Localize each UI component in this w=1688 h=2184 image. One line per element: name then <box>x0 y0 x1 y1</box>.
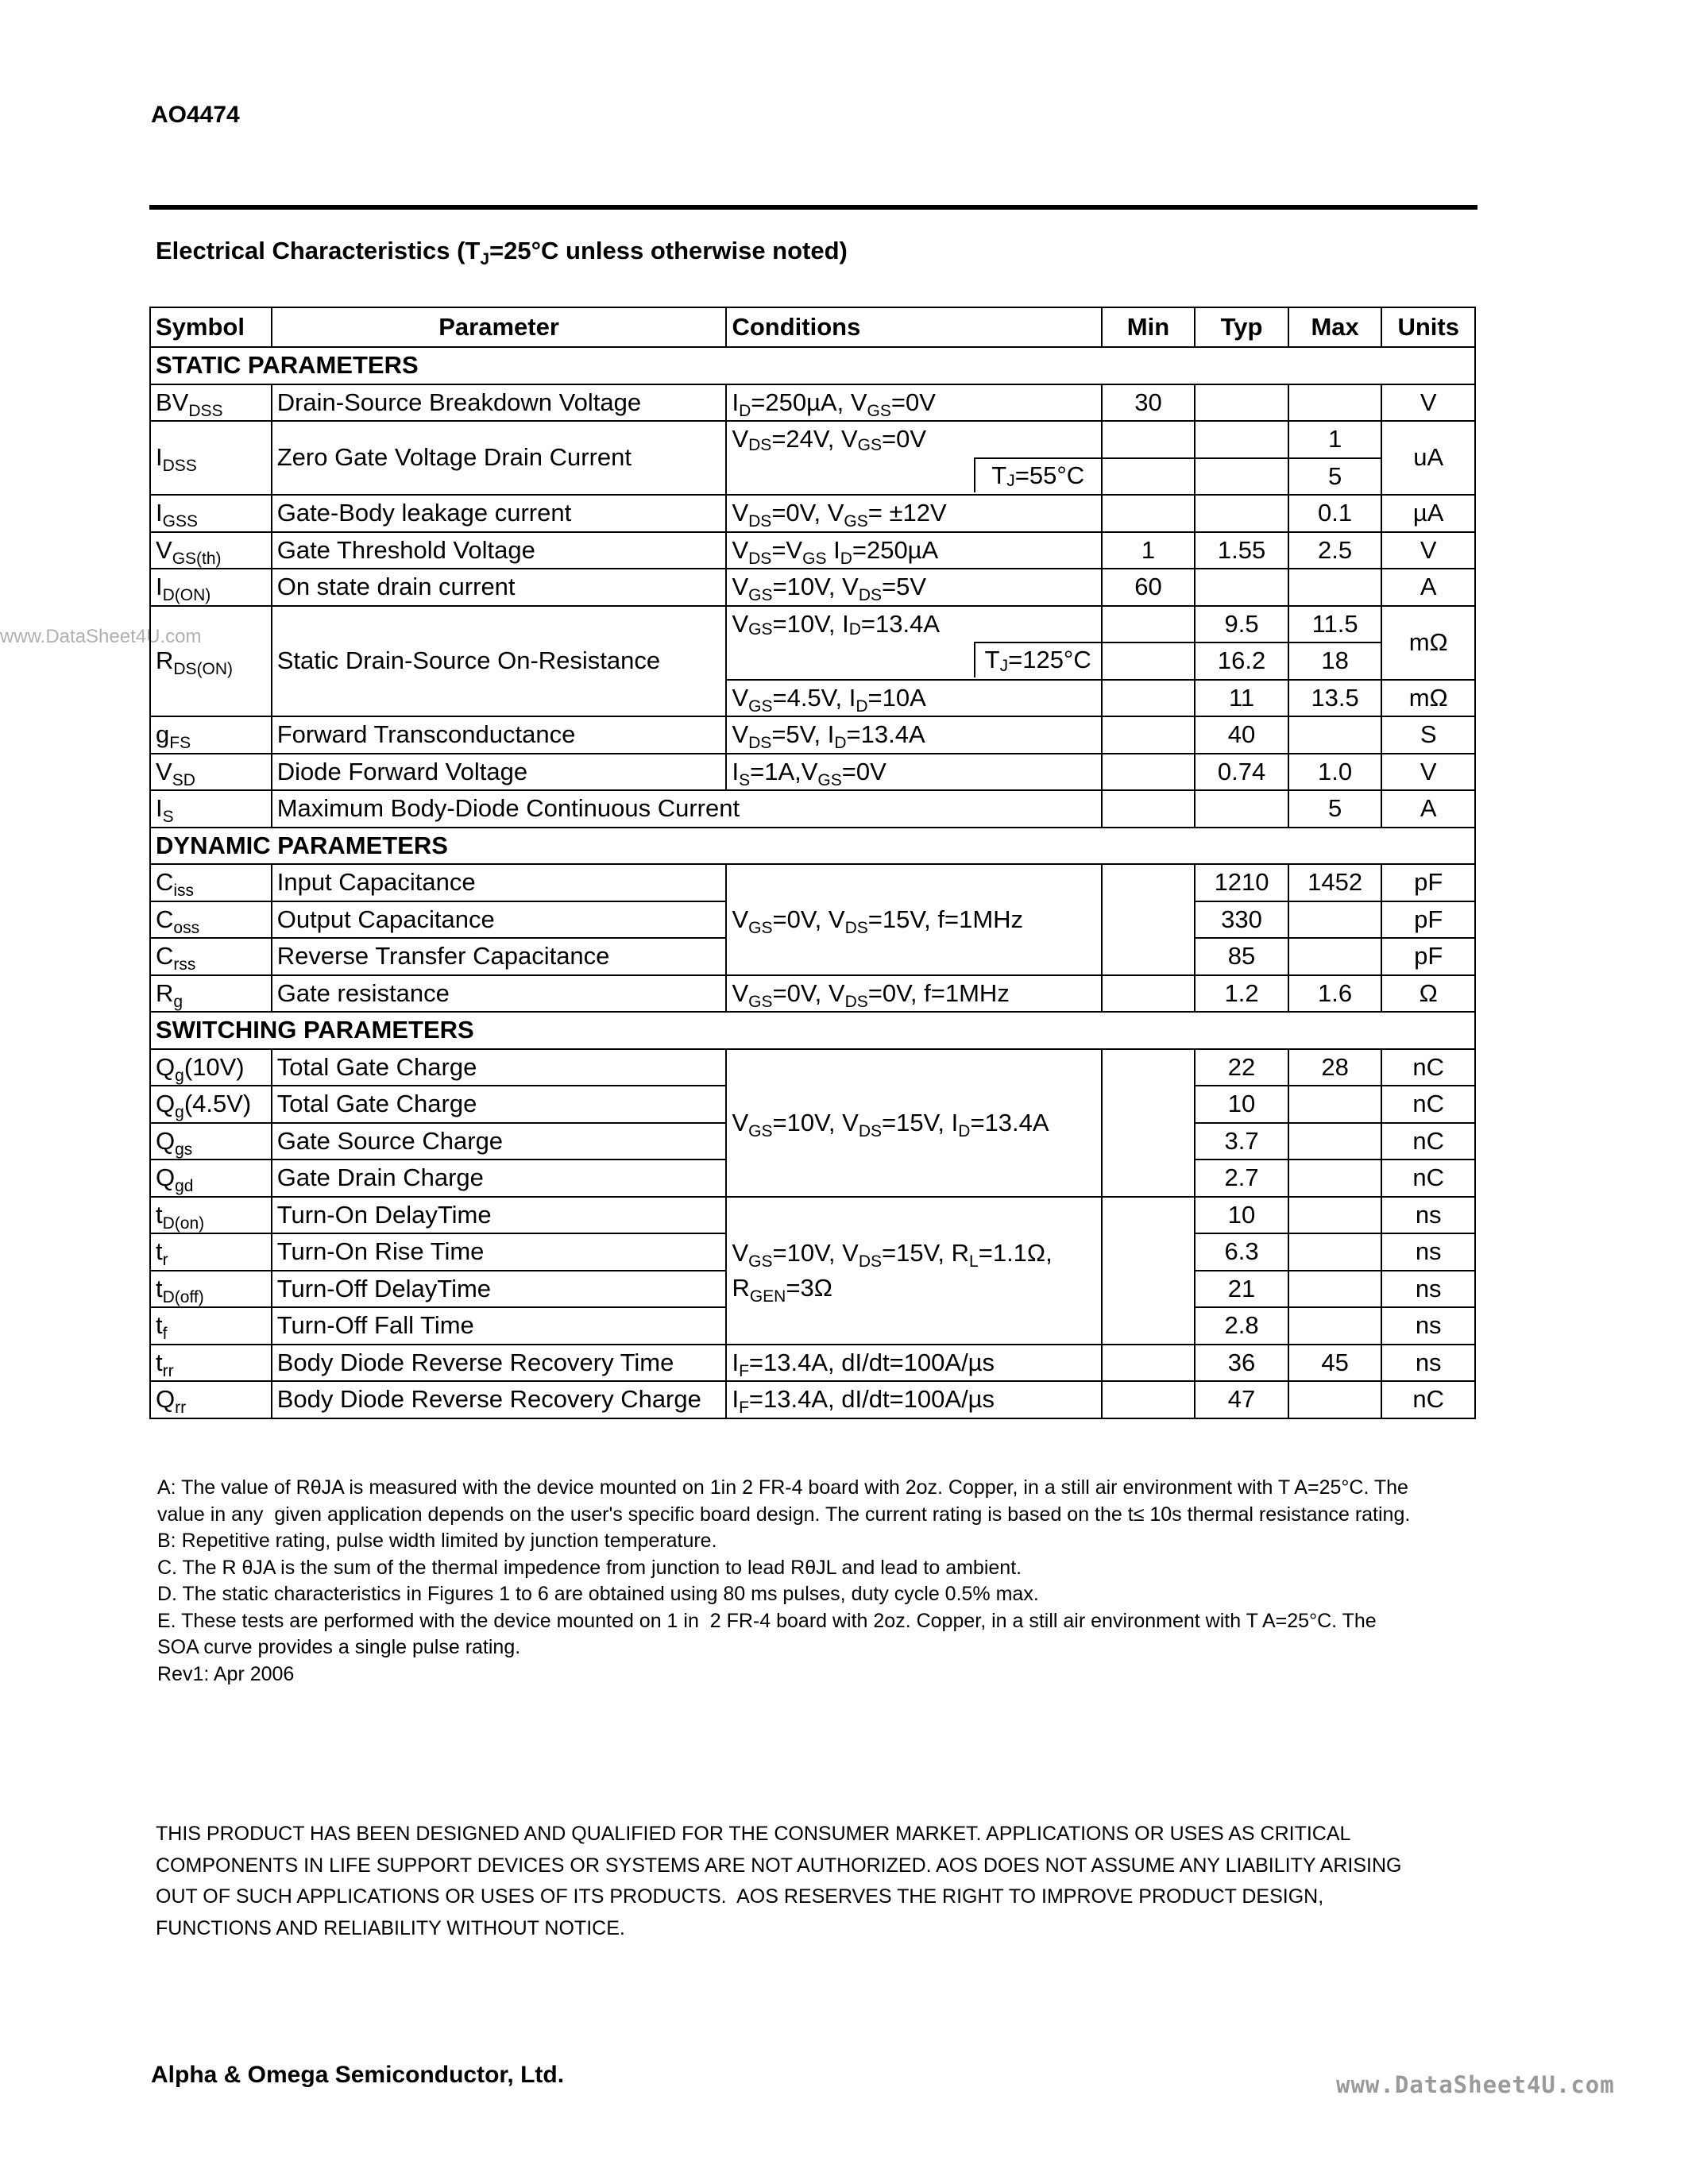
min-cell: 1 <box>1102 532 1196 569</box>
max-cell <box>1288 1086 1382 1123</box>
parameter-cell: Total Gate Charge <box>272 1086 727 1123</box>
header-parameter: Parameter <box>272 307 727 347</box>
conditions-cell: $V_{DS}=0V$, $V_{GS}= \pm 12V$ <box>726 495 1101 532</box>
parameter-cell: Input Capacitance <box>272 864 727 901</box>
units-cell: A <box>1381 569 1475 606</box>
max-cell: 28 <box>1288 1049 1382 1086</box>
electrical-characteristics-table <box>149 307 1476 1419</box>
min-cell <box>1102 975 1196 1013</box>
symbol-cell: $t_{D(on)}$ <box>150 1197 272 1234</box>
units-cell: mΩ <box>1381 680 1475 717</box>
table-row <box>150 569 1475 606</box>
max-cell <box>1288 1123 1382 1160</box>
parameter-cell: Turn-On DelayTime <box>272 1197 727 1234</box>
table-row <box>150 1049 1475 1086</box>
parameter-cell: Body Diode Reverse Recovery Charge <box>272 1381 727 1418</box>
max-cell: 18 <box>1288 642 1382 680</box>
parameter-cell: Reverse Transfer Capacitance <box>272 938 727 975</box>
typ-cell: 22 <box>1195 1049 1288 1086</box>
units-cell: ns <box>1381 1307 1475 1345</box>
note-line: B: Repetitive rating, pulse width limited by junction temperature. <box>157 1530 717 1552</box>
parameter-cell: On state drain current <box>272 569 727 606</box>
typ-cell: 11 <box>1195 680 1288 717</box>
units-cell: Ω <box>1381 975 1475 1013</box>
max-cell <box>1288 1271 1382 1308</box>
conditions-cell: $I_F=13.4A$, dI/dt=100A/µs <box>726 1345 1101 1382</box>
typ-cell <box>1195 495 1288 532</box>
conditions-cell: $I_S=1A,V_{GS}=0V$ <box>726 754 1101 791</box>
typ-cell: 0.74 <box>1195 754 1288 791</box>
header-rule <box>149 205 1477 210</box>
disclaimer-line: THIS PRODUCT HAS BEEN DESIGNED AND QUALIFIED FOR THE CONSUMER MARKET. APPLICATIONS OR USES AS CRITICAL <box>156 1823 1351 1845</box>
typ-cell: 16.2 <box>1195 642 1288 680</box>
table-row <box>150 1381 1475 1418</box>
symbol-cell: $Q_{rr}$ <box>150 1381 272 1418</box>
units-cell: S <box>1381 716 1475 754</box>
parameter-cell: Drain-Source Breakdown Voltage <box>272 384 727 422</box>
max-cell: 1452 <box>1288 864 1382 901</box>
symbol-cell: $C_{oss}$ <box>150 901 272 939</box>
parameter-cell: Gate-Body leakage current <box>272 495 727 532</box>
dynamic-rows <box>150 864 1475 1012</box>
conditions-cell: $V_{GS}=0V$, $V_{DS}=0V$, f=1MHz <box>726 975 1101 1013</box>
section-dynamic: DYNAMIC PARAMETERS <box>150 828 1475 865</box>
conditions-cell: $I_F=13.4A$, dI/dt=100A/µs <box>726 1381 1101 1418</box>
parameter-cell: Gate Threshold Voltage <box>272 532 727 569</box>
units-cell: A <box>1381 790 1475 828</box>
conditions-cell: $V_{DS}=5V$, $I_D=13.4A$ <box>726 716 1101 754</box>
symbol-cell: $t_f$ <box>150 1307 272 1345</box>
table-row <box>150 606 1475 643</box>
parameter-cell: Body Diode Reverse Recovery Time <box>272 1345 727 1382</box>
table-row <box>150 864 1475 901</box>
units-cell: µA <box>1381 495 1475 532</box>
units-cell: uA <box>1381 421 1475 495</box>
units-cell: nC <box>1381 1123 1475 1160</box>
section-switching: SWITCHING PARAMETERS <box>150 1012 1475 1049</box>
typ-cell: 6.3 <box>1195 1233 1288 1271</box>
switching-rows <box>150 1049 1475 1418</box>
units-cell: pF <box>1381 901 1475 939</box>
table-row <box>150 421 1475 458</box>
max-cell: 5 <box>1288 790 1382 828</box>
note-line: SOA curve provides a single pulse rating. <box>157 1636 521 1658</box>
typ-cell: 1.55 <box>1195 532 1288 569</box>
note-line: A: The value of RθJA is measured with the device mounted on 1in 2 FR-4 board with 2oz. Copper, in a still air environment with T A=25°C. The <box>157 1476 1408 1499</box>
units-cell: nC <box>1381 1086 1475 1123</box>
typ-cell <box>1195 569 1288 606</box>
max-cell <box>1288 716 1382 754</box>
symbol-cell: $C_{rss}$ <box>150 938 272 975</box>
static-rows-c <box>150 716 1475 790</box>
notes <box>157 1475 1492 1688</box>
symbol-cell: $Q_g(10V)$ <box>150 1049 272 1086</box>
parameter-cell: Output Capacitance <box>272 901 727 939</box>
watermark-right: www.DataSheet4U.com <box>1336 2071 1615 2098</box>
conditions-cell: $V_{GS}=10V$, $V_{DS}=15V$, $I_D=13.4A$ <box>726 1049 1101 1197</box>
disclaimer-line: FUNCTIONS AND RELIABILITY WITHOUT NOTICE. <box>156 1916 625 1939</box>
symbol-cell: $BV_{DSS}$ <box>150 384 272 422</box>
table-header-row <box>150 307 1475 347</box>
revision: Rev1: Apr 2006 <box>157 1662 295 1685</box>
table-row <box>150 1197 1475 1234</box>
units-cell: ns <box>1381 1271 1475 1308</box>
header-min: Min <box>1102 307 1196 347</box>
condition-temp: T J =55°C <box>974 457 1101 493</box>
units-cell: nC <box>1381 1049 1475 1086</box>
parameter-cell: Turn-On Rise Time <box>272 1233 727 1271</box>
max-cell: 13.5 <box>1288 680 1382 717</box>
units-cell: pF <box>1381 864 1475 901</box>
symbol-cell: $t_{D(off)}$ <box>150 1271 272 1308</box>
typ-cell: 10 <box>1195 1197 1288 1234</box>
disclaimer <box>156 1819 1506 1944</box>
min-cell <box>1102 1049 1196 1197</box>
symbol-cell: $I_{D(ON)}$ <box>150 569 272 606</box>
typ-cell <box>1195 458 1288 496</box>
section-static: STATIC PARAMETERS <box>150 347 1475 384</box>
disclaimer-line: COMPONENTS IN LIFE SUPPORT DEVICES OR SYSTEMS ARE NOT AUTHORIZED. AOS DOES NOT ASSUME ANY LIABILITY ARISING <box>156 1854 1402 1877</box>
typ-cell: 85 <box>1195 938 1288 975</box>
max-cell: 1 <box>1288 421 1382 458</box>
note-line: value in any given application depends on the user's specific board design. The current rating is based on the t≤ 10s thermal resistance rating. <box>157 1503 1411 1526</box>
max-cell <box>1288 1381 1382 1418</box>
typ-cell: 47 <box>1195 1381 1288 1418</box>
watermark-left: www.DataSheet4U.com <box>0 626 202 647</box>
parameter-cell: Gate resistance <box>272 975 727 1013</box>
header-symbol: Symbol <box>150 307 272 347</box>
max-cell <box>1288 938 1382 975</box>
symbol-cell: $R_{DS(ON)}$ <box>150 606 272 717</box>
units-cell: V <box>1381 754 1475 791</box>
typ-cell: 2.8 <box>1195 1307 1288 1345</box>
part-number: AO4474 <box>151 102 240 128</box>
conditions-cell: $V_{GS}=10V$, $V_{DS}=5V$ <box>726 569 1101 606</box>
parameter-cell: Forward Transconductance <box>272 716 727 754</box>
parameter-cell: Static Drain-Source On-Resistance <box>272 606 727 717</box>
min-cell <box>1102 680 1196 717</box>
table-row <box>150 495 1475 532</box>
table-row <box>150 532 1475 569</box>
typ-cell: 9.5 <box>1195 606 1288 643</box>
min-cell <box>1102 716 1196 754</box>
table-row <box>150 716 1475 754</box>
symbol-cell: $t_r$ <box>150 1233 272 1271</box>
max-cell: 2.5 <box>1288 532 1382 569</box>
typ-cell: 1210 <box>1195 864 1288 901</box>
conditions-cell: $I_D=250\mu A$, $V_{GS}=0V$ <box>726 384 1101 422</box>
symbol-cell: $I_{GSS}$ <box>150 495 272 532</box>
disclaimer-line: OUT OF SUCH APPLICATIONS OR USES OF ITS PRODUCTS. AOS RESERVES THE RIGHT TO IMPROVE PRODUCT DESIGN, <box>156 1885 1324 1908</box>
conditions-cell: $V_{DS}=V_{GS}$ $I_D=250\mu A$ <box>726 532 1101 569</box>
table-row <box>150 754 1475 791</box>
units-cell: pF <box>1381 938 1475 975</box>
condition-text: V GS =10V, I D =13.4A <box>732 609 941 639</box>
condition-text: V DS =24V, V GS =0V <box>732 425 927 454</box>
symbol-cell: $I_{DSS}$ <box>150 421 272 495</box>
max-cell <box>1288 1233 1382 1271</box>
symbol-cell: $V_{SD}$ <box>150 754 272 791</box>
max-cell <box>1288 1197 1382 1234</box>
typ-cell <box>1195 421 1288 458</box>
symbol-cell: $C_{iss}$ <box>150 864 272 901</box>
min-cell <box>1102 421 1196 458</box>
min-cell <box>1102 754 1196 791</box>
typ-cell: 330 <box>1195 901 1288 939</box>
header-units: Units <box>1381 307 1475 347</box>
parameter-cell: Total Gate Charge <box>272 1049 727 1086</box>
units-cell: ns <box>1381 1197 1475 1234</box>
min-cell <box>1102 1345 1196 1382</box>
max-cell: 45 <box>1288 1345 1382 1382</box>
symbol-cell: $Q_g(4.5V)$ <box>150 1086 272 1123</box>
symbol-cell: $t_{rr}$ <box>150 1345 272 1382</box>
min-cell <box>1102 606 1196 643</box>
symbol-cell: $I_S$ <box>150 790 272 828</box>
max-cell: 0.1 <box>1288 495 1382 532</box>
conditions-cell <box>726 421 1101 495</box>
typ-cell: 36 <box>1195 1345 1288 1382</box>
max-cell: 1.6 <box>1288 975 1382 1013</box>
parameter-cell: Turn-Off DelayTime <box>272 1271 727 1308</box>
symbol-cell: $R_g$ <box>150 975 272 1013</box>
min-cell: 60 <box>1102 569 1196 606</box>
max-cell <box>1288 1307 1382 1345</box>
max-cell <box>1288 569 1382 606</box>
header-typ: Typ <box>1195 307 1288 347</box>
parameter-cell: Zero Gate Voltage Drain Current <box>272 421 727 495</box>
min-cell <box>1102 1197 1196 1345</box>
condition-temp: T J =125°C <box>974 642 1101 677</box>
typ-cell <box>1195 384 1288 422</box>
company-name: Alpha & Omega Semiconductor, Ltd. <box>151 2062 565 2088</box>
static-rows-b <box>150 495 1475 606</box>
section-title: Electrical Characteristics ($T_J=25^\circ C$ unless otherwise noted) <box>156 237 848 268</box>
header-max: Max <box>1288 307 1382 347</box>
max-cell: 1.0 <box>1288 754 1382 791</box>
static-rows-a <box>150 384 1475 422</box>
typ-cell <box>1195 790 1288 828</box>
typ-cell: 10 <box>1195 1086 1288 1123</box>
max-cell <box>1288 1160 1382 1197</box>
parameter-cell: Gate Drain Charge <box>272 1160 727 1197</box>
units-cell: V <box>1381 384 1475 422</box>
typ-cell: 1.2 <box>1195 975 1288 1013</box>
table-row <box>150 975 1475 1013</box>
conditions-cell: $V_{GS}=0V$, $V_{DS}=15V$, f=1MHz <box>726 864 1101 975</box>
header-conditions: Conditions <box>726 307 1101 347</box>
conditions-cell: $V_{GS}=4.5V$, $I_D=10A$ <box>726 680 1101 717</box>
units-cell: mΩ <box>1381 606 1475 680</box>
min-cell <box>1102 864 1196 975</box>
symbol-cell: $Q_{gd}$ <box>150 1160 272 1197</box>
units-cell: ns <box>1381 1345 1475 1382</box>
units-cell: nC <box>1381 1381 1475 1418</box>
units-cell: ns <box>1381 1233 1475 1271</box>
symbol-cell: $V_{GS(th)}$ <box>150 532 272 569</box>
min-cell <box>1102 790 1196 828</box>
parameter-cell: Maximum Body-Diode Continuous Current <box>272 790 1102 828</box>
parameter-cell: Gate Source Charge <box>272 1123 727 1160</box>
min-cell: 30 <box>1102 384 1196 422</box>
symbol-cell: $g_{FS}$ <box>150 716 272 754</box>
max-cell: 11.5 <box>1288 606 1382 643</box>
note-line: D. The static characteristics in Figures 1 to 6 are obtained using 80 ms pulses, duty cycle 0.5% max. <box>157 1583 1039 1605</box>
units-cell: nC <box>1381 1160 1475 1197</box>
conditions-cell: $V_{GS}=10V$, $V_{DS}=15V$, $R_L=1.1\Omega$, $R_{GEN}=3\Omega$ <box>726 1197 1101 1345</box>
parameter-cell: Diode Forward Voltage <box>272 754 727 791</box>
units-cell: V <box>1381 532 1475 569</box>
note-line: C. The R θJA is the sum of the thermal impedence from junction to lead RθJL and lead to ambient. <box>157 1556 1022 1579</box>
typ-cell: 2.7 <box>1195 1160 1288 1197</box>
max-cell <box>1288 384 1382 422</box>
min-cell <box>1102 1381 1196 1418</box>
typ-cell: 40 <box>1195 716 1288 754</box>
typ-cell: 3.7 <box>1195 1123 1288 1160</box>
min-cell <box>1102 642 1196 680</box>
typ-cell: 21 <box>1195 1271 1288 1308</box>
max-cell <box>1288 901 1382 939</box>
min-cell <box>1102 495 1196 532</box>
table-row <box>150 384 1475 422</box>
min-cell <box>1102 458 1196 496</box>
max-cell: 5 <box>1288 458 1382 496</box>
note-line: E. These tests are performed with the device mounted on 1 in 2 FR-4 board with 2oz. Copper, in a still air environment with T A=25°C. The <box>157 1609 1377 1632</box>
conditions-cell <box>726 606 1101 680</box>
table-row <box>150 1345 1475 1382</box>
symbol-cell: $Q_{gs}$ <box>150 1123 272 1160</box>
parameter-cell: Turn-Off Fall Time <box>272 1307 727 1345</box>
